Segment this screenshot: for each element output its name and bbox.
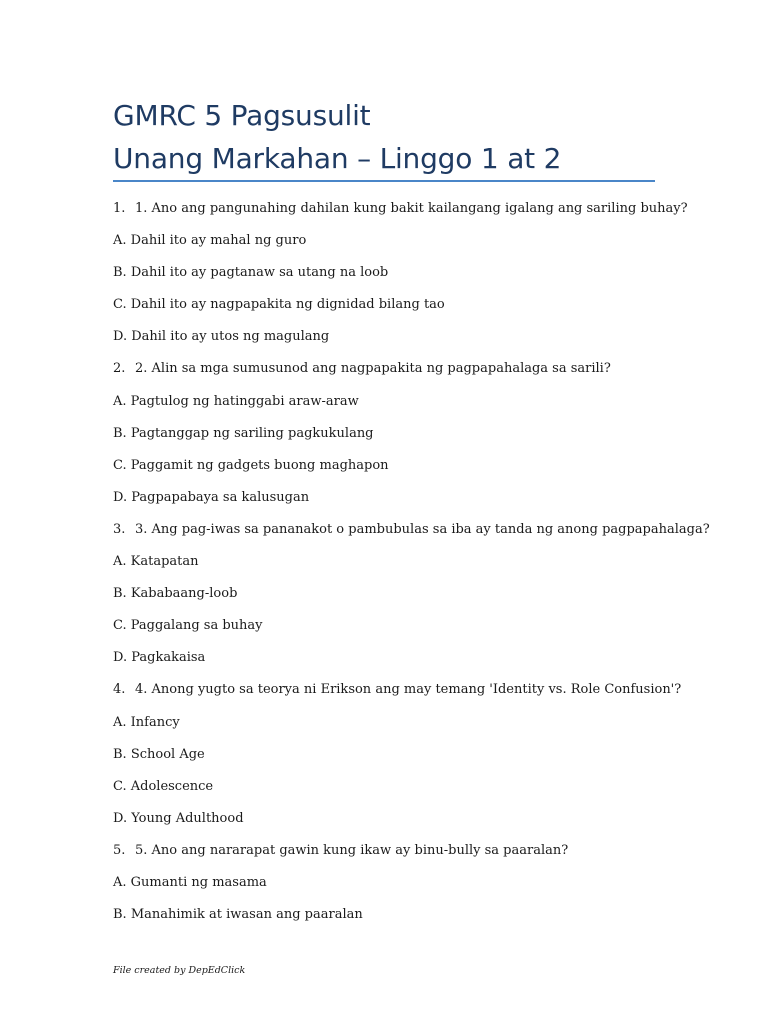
question-number: 4. (113, 682, 126, 698)
option-1a: A. Dahil ito ay mahal ng guro (113, 233, 307, 249)
question-text: 2. Alin sa mga sumusunod ang nagpapakita ng pagpapahalaga sa sarili? (135, 361, 611, 377)
option-5a: A. Gumanti ng masama (113, 874, 267, 890)
question-5 (113, 841, 693, 873)
option-3d: D. Pagkakaisa (113, 650, 206, 666)
question-text: 5. Ano ang nararapat gawin kung ikaw ay binu-bully sa paaralan? (135, 842, 569, 858)
option-3a: A. Katapatan (113, 554, 199, 570)
question-text: 1. Ano ang pangunahing dahilan kung bakit kailangang igalang ang sariling buhay? (135, 201, 688, 216)
option-4a: A. Infancy (113, 714, 180, 730)
option-1d: D. Dahil ito ay utos ng magulang (113, 329, 330, 345)
question-text: 3. Ang pag-iwas sa pananakot o pambubulas sa iba ay tanda ng anong pagpapahalaga? (135, 521, 710, 537)
title-line-1: GMRC 5 Pagsusulit (113, 99, 371, 132)
question-4 (113, 680, 693, 712)
question-number: 5. (113, 842, 126, 858)
document-footer: File created by DepEdClick (113, 965, 246, 976)
option-2d: D. Pagpapabaya sa kalusugan (113, 489, 310, 505)
question-number: 2. (113, 361, 126, 377)
option-1c: C. Dahil ito ay nagpapakita ng dignidad bilang tao (113, 297, 445, 313)
question-number: 3. (113, 521, 126, 537)
question-3 (113, 520, 710, 552)
option-4d: D. Young Adulthood (113, 810, 244, 826)
option-2c: C. Paggamit ng gadgets buong maghapon (113, 457, 389, 473)
option-2a: A. Pagtulog ng hatinggabi araw-araw (113, 393, 359, 409)
option-3b: B. Kababaang-loob (113, 586, 238, 602)
question-2 (113, 359, 693, 391)
option-1b: B. Dahil ito ay pagtanaw sa utang na loob (113, 265, 389, 281)
question-list (113, 199, 710, 937)
option-4c: C. Adolescence (113, 778, 214, 794)
title-underline (113, 180, 655, 182)
question-1 (113, 199, 693, 231)
question-text: 4. Anong yugto sa teorya ni Erikson ang may temang 'Identity vs. Role Confusion'? (135, 682, 682, 698)
document-title (113, 94, 655, 180)
question-number: 1. (113, 201, 126, 216)
option-2b: B. Pagtanggap ng sariling pagkukulang (113, 425, 374, 441)
option-3c: C. Paggalang sa buhay (113, 618, 263, 634)
option-5b: B. Manahimik at iwasan ang paaralan (113, 907, 363, 923)
title-line-2: Unang Markahan – Linggo 1 at 2 (113, 142, 562, 175)
option-4b: B. School Age (113, 746, 205, 762)
